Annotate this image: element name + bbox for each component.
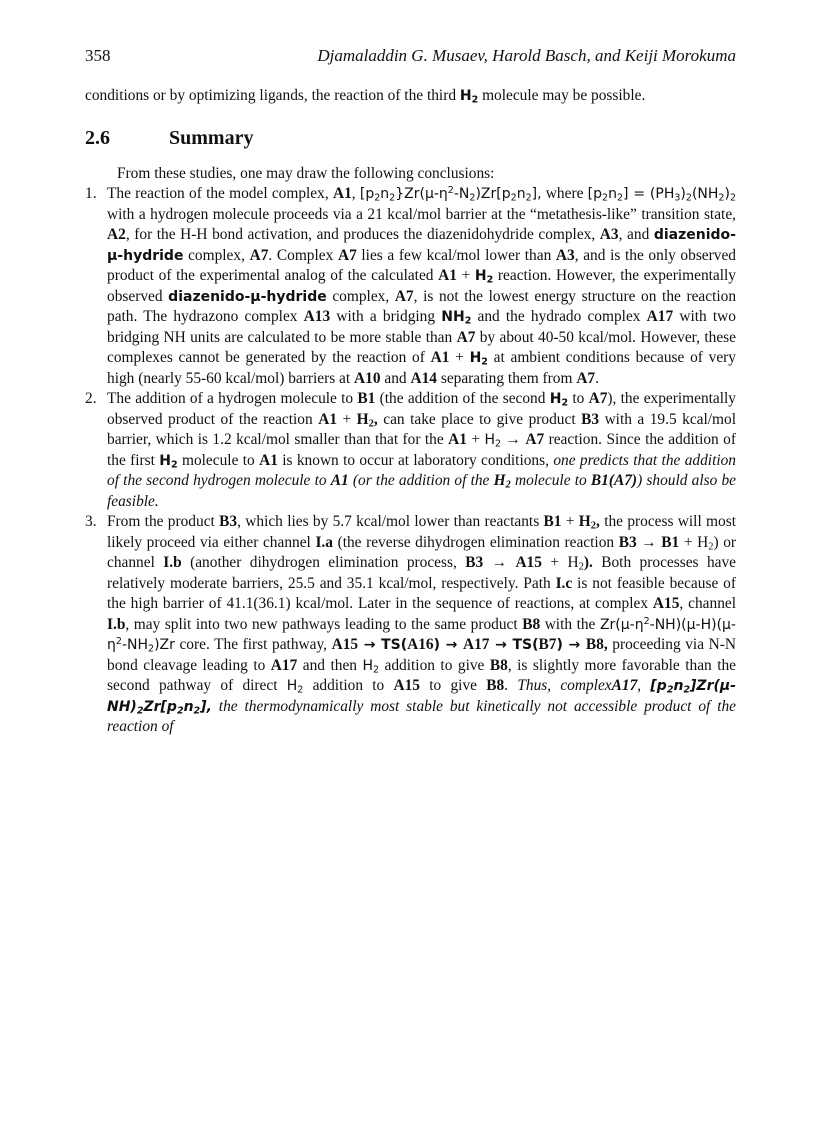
conclusion-item-2: 2. The addition of a hydrogen molecule to B1 (the addition of the second $H_2$ to A7), the experimentally observed product of the reaction $A1 + H_2$, can take place to give product B3 with a 19.5 kcal/mol barrier, which is 1.2 kcal/mol smaller than that for the $A1 + H_2 \to A7$ reaction. Since the addition of the first $H_2$ molecule to A1 is known to occur at laboratory conditions, one predicts that the addition of the second hydrogen molecule to A1 (or the addition of the $H_2$ molecule to B1(A7)) should also be feasible. (85, 390, 737, 510)
text-run: conditions or by optimizing ligands, the reaction of the third (85, 87, 460, 104)
page-header (85, 46, 736, 66)
opening-paragraph (85, 86, 736, 107)
conclusion-item-3: 3. From the product B3, which lies by 5.7 kcal/mol lower than reactants $B1 + H_2$, the process will most likely proceed via either channel I.a (the reverse dihydrogen elimination reaction $B3 \to B1 + H_2$) or channel I.b (another dihydrogen elimination process, $B3 \to A15 + H_2$). Both processes have relatively moderate barriers, 25.5 and 35.1 kcal/mol, respectively. Path I.c is not feasible because of the high barrier of 41.1(36.1) kcal/mol. Later in the sequence of reactions, at complex A15, channel I.b, may split into two new pathways leading to the same product B8 with the $Zr(\mu-\eta^2-NH)(\mu-H)(\mu-\eta^2-NH_2)Zr$ core. The first pathway, A15 → TS(A16) → A17 → TS(B7) → B8, proceeding via N-N bond cleavage leading to A17 and then $H_2$ addition to give B8, is slightly more favorable than the second pathway of direct $H_2$ addition to A15 to give B8. Thus, complexA17, $[p_2n_2]Zr(\mu-NH)_2Zr[p_2n_2]$, the thermodynamically most stable but kinetically not accessible product of the reaction of (85, 513, 737, 735)
formula: $[p_2n_2]Zr(\mu-NH)_2Zr[p_2n_2]$, (107, 678, 736, 716)
complex-name: diazenido-μ-hydride (107, 227, 736, 264)
running-head: Djamaladdin G. Musaev, Harold Basch, and Keiji Morokuma (317, 46, 736, 65)
intro-paragraph: From these studies, one may draw the following conclusions: (117, 164, 495, 182)
formula: $[p_2n_2] = (PH_3)_2(NH_2)_2$ (587, 186, 737, 204)
section-number: 2.6 (85, 126, 110, 149)
section-title: Summary (169, 126, 254, 149)
formula: $[p_2n_2\}Zr(\mu-\eta^2-N_2)Zr[p_2n_2]$, (359, 184, 542, 204)
item-number: 3. (85, 513, 97, 530)
item-number: 2. (85, 390, 97, 407)
section-heading (85, 126, 736, 150)
conclusions-list (85, 184, 736, 738)
subscript: 2 (471, 94, 479, 106)
formula-part: H (459, 88, 472, 104)
formula: $Zr(\mu-\eta^2-NH)(\mu-H)(\mu-\eta^2-NH_2)Zr$ (107, 615, 736, 655)
item-number: 1. (85, 185, 97, 202)
page-number: 358 (85, 46, 111, 65)
formula (460, 88, 478, 104)
conclusion-item-1: 1. The reaction of the model complex, A1, $[p_2n_2\}Zr(\mu-\eta^2-N_2)Zr[p_2n_2]$, where $[p_2n_2] = (PH_3)_2(NH_2)_2$ with a hydrogen molecule proceeds via a 21 kcal/mol barrier at the “metathesis-like” transition state, A2, for the H-H bond activation, and produces the diazenidohydride complex, A3, and diazenido-μ-hydride complex, A7. Complex A7 lies a few kcal/mol lower than A3, and is the only observed product of the experimental analog of the calculated $A1 + H_2$ reaction. However, the experimentally observed diazenido-μ-hydride complex, A7, is not the lowest energy structure on the reaction path. The hydrazono complex A13 with a bridging $NH_2$ and the hydrado complex A17 with two bridging NH units are calculated to be more stable than A7 by about 40-50 kcal/mol. However, these complexes cannot be generated by the reaction of $A1 + H_2$ at ambient conditions because of very high (nearly 55-60 kcal/mol) barriers at A10 and A14 separating them from A7. (85, 184, 737, 387)
complex-name: diazenido-μ-hydride (168, 288, 327, 305)
text-run: molecule may be possible. (478, 87, 646, 104)
body-text (85, 86, 736, 738)
